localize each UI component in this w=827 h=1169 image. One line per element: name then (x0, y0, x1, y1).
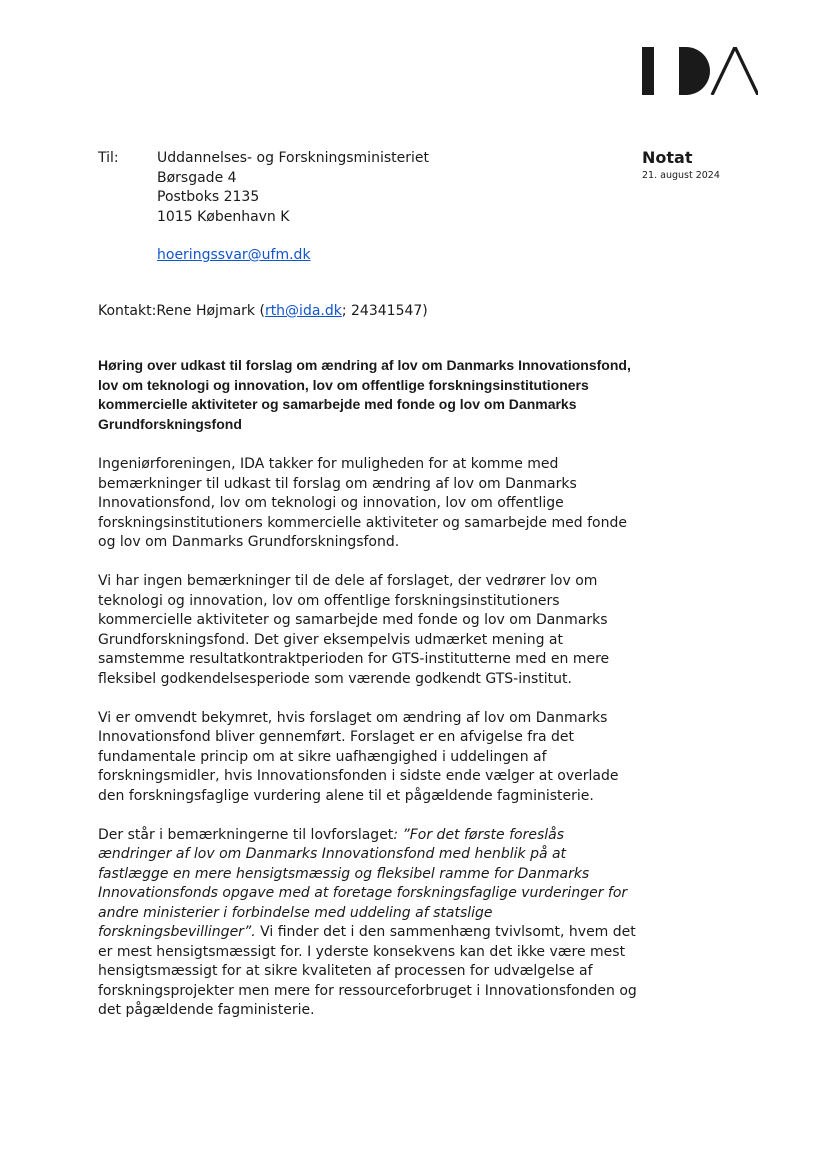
contact-phone: ; 24341547) (341, 303, 428, 319)
recipient-label: Til: (98, 150, 119, 166)
document-heading: Høring over udkast til forslag om ændring af lov om Danmarks Innovationsfond, lov om teknologi og innovation, lov om offentlige forskningsinstitutioners kommercielle aktiviteter og samarbejde med fonde og lov om Danmarks Grundforskningsfond (98, 357, 631, 432)
recipient-line: 1015 København K (157, 208, 290, 225)
paragraph-4-rest: Vi finder det i den sammenhæng tvivlsomt, hvem det er mest hensigtsmæssigt for. I yderste konsekvens kan det ikke være mest hensigtsmæssigt for at sikre kvaliteten af processen for udvælgelse af forskningsprojekter men mere for ressourceforbruget i Innovationsfonden og det pågældende fagministerie. (98, 924, 637, 1018)
contact-name: Rene Højmark ( (156, 303, 265, 319)
recipient-line: Postboks 2135 (157, 189, 260, 205)
recipient-line: Børsgade 4 (157, 169, 237, 186)
doc-date: 21. august 2024 (642, 170, 720, 181)
recipient-email-link[interactable]: hoeringssvar@ufm.dk (157, 247, 311, 263)
doc-type-label: Notat (642, 148, 693, 167)
paragraph-4-quote: : ”For det første foreslås ændringer af lov om Danmarks Innovationsfond med henblik på at fastlægge en mere hensigtsmæssig og fleksibel ramme for Danmarks Innovationsfonds opgave med at foretage forskningsfaglige vurderinger for andre ministerier i forbindelse med uddeling af statslige forskningsbevillinger”. (98, 826, 628, 940)
paragraph-4-intro: Der står i bemærkningerne til lovforslaget (98, 826, 394, 843)
paragraph-1: Ingeniørforeningen, IDA takker for muligheden for at komme med bemærkninger til udkast til forslag om ændring af lov om Danmarks Innovationsfond, lov om teknologi og innovation, lov om offentlige forskningsinstitutioners kommercielle aktiviteter og samarbejde med fonde og lov om Danmarks Grundforskningsfond. (98, 456, 627, 550)
recipient-line: Uddannelses- og Forskningsministeriet (157, 150, 429, 166)
document-meta (642, 148, 720, 181)
paragraph-3: Vi er omvendt bekymret, hvis forslaget om ændring af lov om Danmarks Innovationsfond bliver gennemført. Forslaget er en afvigelse fra det fundamentale princip om at sikre uafhængighed i uddelingen af forskningsmidler, hvis Innovationsfonden i sidste ende vælger at overlade den forskningsfaglige vurdering alene til et pågældende fagministerie. (98, 709, 619, 804)
ida-logo (642, 47, 758, 95)
contact-label: Kontakt: (98, 303, 157, 319)
contact-line (98, 302, 428, 322)
document-body (98, 455, 638, 1040)
paragraph-4 (98, 826, 638, 1021)
recipient-address (157, 149, 557, 227)
paragraph-2: Vi har ingen bemærkninger til de dele af forslaget, der vedrører lov om teknologi og innovation, lov om offentlige forskningsinstitutioners kommercielle aktiviteter og samarbejde med fonde og lov om Danmarks Grundforskningsfond. Det giver eksempelvis udmærket mening at samstemme resultatkontraktperioden for GTS-institutterne med en mere fleksibel godkendelsesperiode som værende godkendt GTS-institut. (98, 573, 610, 687)
contact-email-link[interactable]: rth@ida.dk (264, 303, 342, 319)
